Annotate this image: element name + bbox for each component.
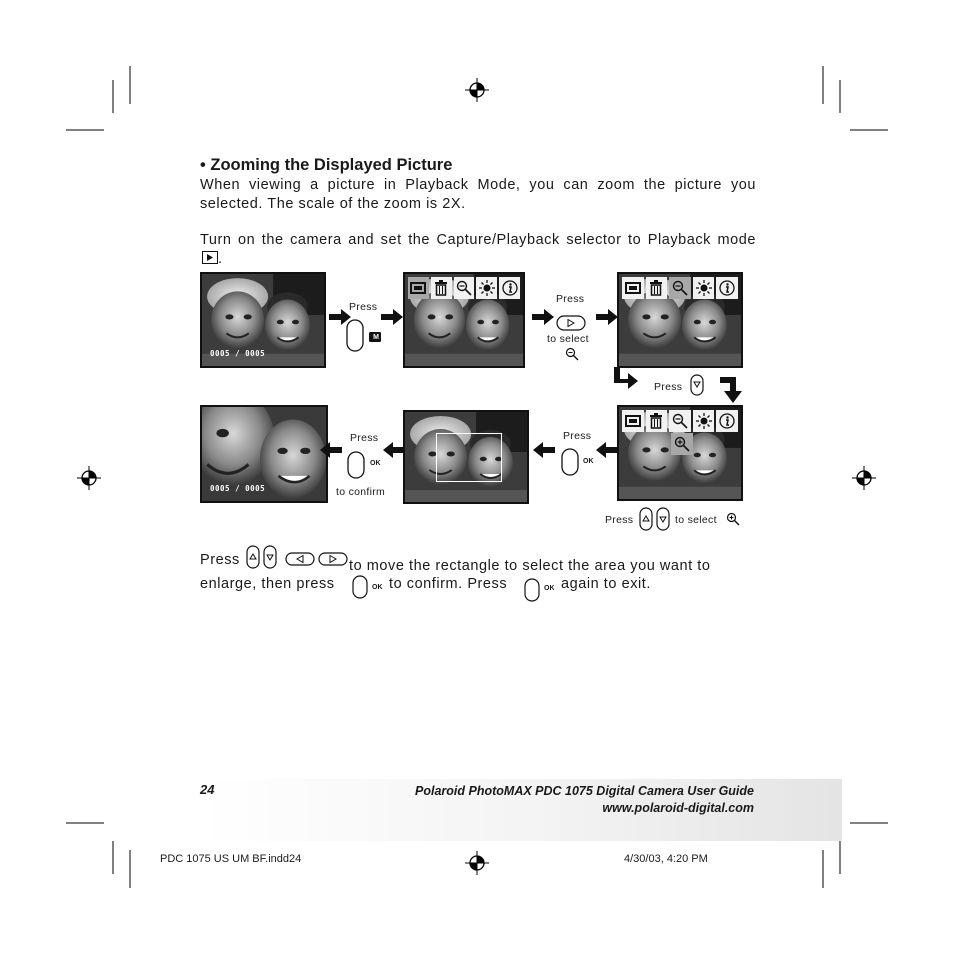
- arrow-left: [596, 442, 618, 458]
- zoom-icon: [669, 410, 691, 432]
- screen-zoomed: [200, 405, 328, 503]
- info-icon: [716, 410, 738, 432]
- display-icon: [408, 277, 429, 299]
- exit-text: again to exit.: [561, 576, 651, 592]
- down-button-icon: [656, 507, 670, 531]
- ok-label: OK: [583, 458, 594, 465]
- enlarge-text: enlarge, then press: [200, 576, 335, 592]
- screen-playback: [200, 272, 326, 368]
- zoom-out-icon: [565, 347, 579, 361]
- step4-to-select-label: to select: [675, 514, 717, 526]
- menu-button-badge: M: [373, 334, 379, 341]
- brightness-icon: [693, 410, 715, 432]
- up-button-icon: [639, 507, 653, 531]
- info-icon: [716, 277, 738, 299]
- step6-press-label: Press: [350, 432, 379, 444]
- ok-button-icon: [524, 578, 542, 602]
- slug-date: 4/30/03, 4:20 PM: [624, 853, 708, 865]
- display-icon: [622, 277, 644, 299]
- guide-title: Polaroid PhotoMAX PDC 1075 Digital Camera User Guide: [415, 784, 754, 798]
- instruction-line-2: [200, 576, 756, 600]
- registration-mark-left: [77, 466, 101, 490]
- trash-icon: [431, 277, 452, 299]
- step2-to-select-label: to select: [547, 333, 589, 345]
- zoom-in-icon: [671, 433, 693, 455]
- arrow-right: [596, 309, 618, 325]
- menu-icon-bar: [408, 277, 520, 299]
- page-number: 24: [200, 782, 215, 797]
- slug-filename: PDC 1075 US UM BF.indd24: [160, 853, 302, 865]
- arrow-turn-down: [614, 367, 640, 389]
- website-url: www.polaroid-digital.com: [602, 801, 754, 815]
- trash-icon: [646, 410, 668, 432]
- registration-mark-right: [852, 466, 876, 490]
- confirm-text: to confirm. Press: [389, 576, 508, 592]
- down-button-icon: [690, 374, 704, 396]
- arrow-right: [532, 309, 554, 325]
- trash-icon: [646, 277, 668, 299]
- turn-on-paragraph: [200, 231, 756, 268]
- ok-label: OK: [370, 460, 381, 467]
- image-counter: 0005 / 0005: [210, 484, 266, 493]
- screen-zoom-in-selected: [617, 405, 743, 501]
- screen-menu: [403, 272, 525, 368]
- left-button-icon: [285, 552, 315, 566]
- right-button-icon: [318, 552, 348, 566]
- step6-to-confirm-label: to confirm: [336, 486, 386, 498]
- up-button-icon: [246, 545, 260, 569]
- arrow-down: [720, 377, 742, 403]
- zoom-selection-rectangle: [436, 433, 502, 482]
- ok-button-icon: [347, 451, 365, 479]
- ok-label: OK: [372, 584, 383, 591]
- screen-zoom-rectangle: [403, 410, 529, 504]
- step2-press-label: Press: [556, 293, 585, 305]
- image-counter: 0005 / 0005: [210, 349, 266, 358]
- menu-icon-bar: [622, 277, 738, 299]
- zoom-icon: [669, 277, 691, 299]
- playback-mode-icon: [202, 251, 218, 264]
- arrow-right: [381, 309, 403, 325]
- zoom-icon: [454, 277, 475, 299]
- ok-button-icon: [352, 575, 370, 599]
- step5-press-label: Press: [563, 430, 592, 442]
- arrow-left: [383, 442, 405, 458]
- ok-button-icon: [561, 448, 579, 476]
- registration-mark-bottom: [465, 851, 489, 875]
- section-heading: • Zooming the Displayed Picture: [200, 156, 453, 174]
- press-label: Press: [200, 552, 240, 568]
- info-icon: [499, 277, 520, 299]
- arrow-left: [533, 442, 555, 458]
- screen-zoom-selected: [617, 272, 743, 368]
- instruction-line-1: [200, 545, 756, 574]
- instruction-line-1-text: to move the rectangle to select the area you want to: [349, 558, 711, 574]
- brightness-icon: [693, 277, 715, 299]
- turn-on-end: .: [218, 250, 223, 267]
- step4-press-label: Press: [605, 514, 634, 526]
- zoom-in-icon: [726, 512, 740, 526]
- step1-press-label: Press: [349, 301, 378, 313]
- right-button-icon: [556, 315, 586, 331]
- step3-press-label: Press: [654, 381, 683, 393]
- menu-icon-bar: [622, 410, 738, 432]
- registration-mark-top: [465, 78, 489, 102]
- ok-label: OK: [544, 585, 555, 592]
- down-button-icon: [263, 545, 277, 569]
- intro-paragraph: When viewing a picture in Playback Mode, you can zoom the picture you selected. The scale of the zoom is 2X.: [200, 177, 756, 212]
- turn-on-text: Turn on the camera and set the Capture/Playback selector to Playback mode: [200, 232, 756, 248]
- brightness-icon: [476, 277, 497, 299]
- arrow-left: [320, 442, 342, 458]
- display-icon: [622, 410, 644, 432]
